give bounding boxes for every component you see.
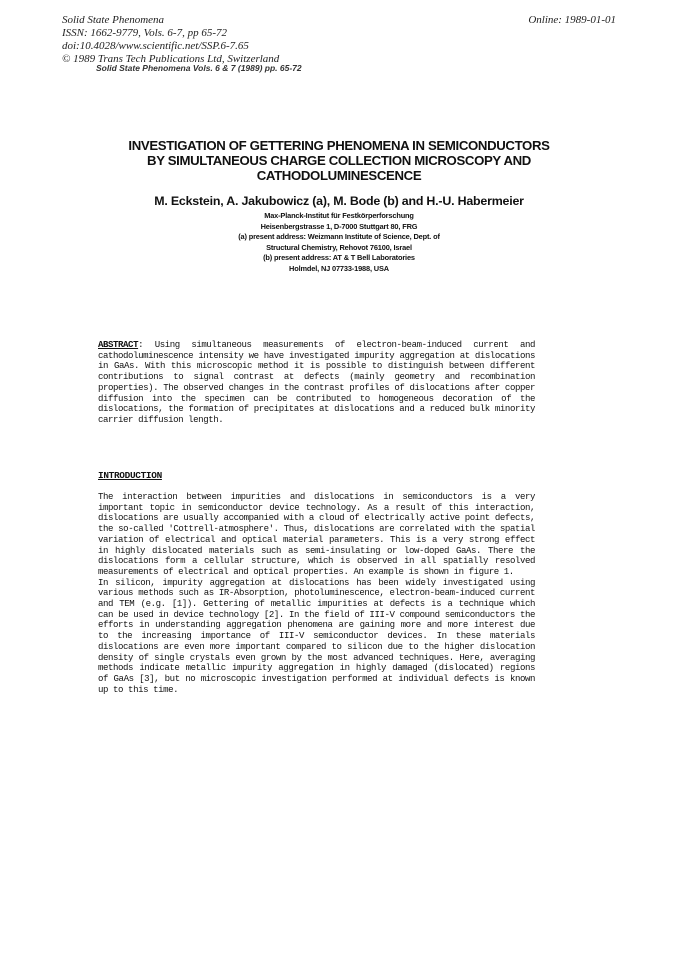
scanned-running-header: Solid State Phenomena Vols. 6 & 7 (1989) pp. 65-72 — [96, 63, 302, 73]
introduction-paragraph: In silicon, impurity aggregation at dislocations has been widely investigated using various methods such as IR-Absorption, photoluminescence, electron-beam-induced current and TEM (e.g. [1]). Gettering of metallic impurities at defects is a technique which can be used in device technology [2]. In the field of III-V compound semiconductors the efforts in understanding aggregation phenomena are gaining more and more interest due to the increasing importance of III-V semiconductor devices. In these materials dislocations are even more important compared to silicon due to the higher dislocation density of single crystals even grown by the most advanced techniques. Here, averaging methods indicate metallic impurity aggregation in highly damaged (dislocated) regions of GaAs [3], but no microscopic investigation performed at individual defects is known up to this time. — [98, 576, 535, 695]
affiliation-line: Structural Chemistry, Rehovot 76100, Israel — [266, 242, 412, 252]
issn-line: ISSN: 1662-9779, Vols. 6-7, pp 65-72 — [62, 27, 227, 39]
copyright-line: © 1989 Trans Tech Publications Ltd, Switzerland — [62, 53, 280, 65]
introduction-section — [98, 492, 535, 695]
affiliation-line: Max-Planck-Institut für Festkörperforschung — [264, 211, 414, 220]
title-line: INVESTIGATION OF GETTERING PHENOMENA IN SEMICONDUCTORS — [128, 138, 550, 153]
journal-name: Solid State Phenomena — [62, 14, 165, 26]
doi-line: doi:10.4028/www.scientific.net/SSP.6-7.65 — [62, 40, 249, 52]
abstract-section — [98, 340, 535, 426]
introduction-paragraph: The interaction between impurities and dislocations in semiconductors is a very important topic in semiconductor device technology. As a result of this interaction, dislocations are usually accompanied with a cloud of electrically active point defects, the so-called 'Cottrell-atmosphere'. Thus, dislocations are correlated with the spatial variation of electrical and optical material parameters. This is a very strong effect in highly dislocated materials such as semi-insulating or low-doped GaAs. There the dislocations form a cellular structure, which is observed in all spatially resolved measurements of electrical and optical properties. An example is shown in figure 1. — [98, 491, 535, 577]
abstract-heading: ABSTRACT — [98, 339, 139, 350]
publication-metadata — [62, 14, 482, 66]
abstract-text: : Using simultaneous measurements of electron-beam-induced current and cathodoluminescence intensity we have investigated impurity aggregation at dislocations in GaAs. With this microscopic method it is possible to distinguish between different contributions to signal contrast at defects (mainly geometry and recombination properties). The observed changes in the contrast profiles of dislocations after copper diffusion into the specimen can be contributed to homogeneous decoration of the dislocations, the formation of precipitates at dislocations and a reduced bulk minority carrier diffusion length. — [98, 339, 535, 425]
affiliation-line: Holmdel, NJ 07733-1988, USA — [289, 263, 389, 273]
title-line: CATHODOLUMINESCENCE — [256, 168, 422, 183]
affiliation-line: (a) present address: Weizmann Institute of Science, Dept. of — [238, 232, 440, 242]
title-line: BY SIMULTANEOUS CHARGE COLLECTION MICROSCOPY AND — [147, 153, 531, 168]
introduction-heading: INTRODUCTION — [98, 470, 162, 481]
paper-title — [80, 138, 598, 183]
online-date: Online: 1989-01-01 — [528, 14, 616, 26]
affiliations — [100, 211, 578, 275]
affiliation-line: (b) present address: AT & T Bell Laboratories — [263, 253, 415, 263]
author-list: M. Eckstein, A. Jakubowicz (a), M. Bode (b) and H.-U. Habermeier — [154, 194, 524, 208]
affiliation-line: Heisenbergstrasse 1, D-7000 Stuttgart 80, FRG — [260, 221, 418, 231]
